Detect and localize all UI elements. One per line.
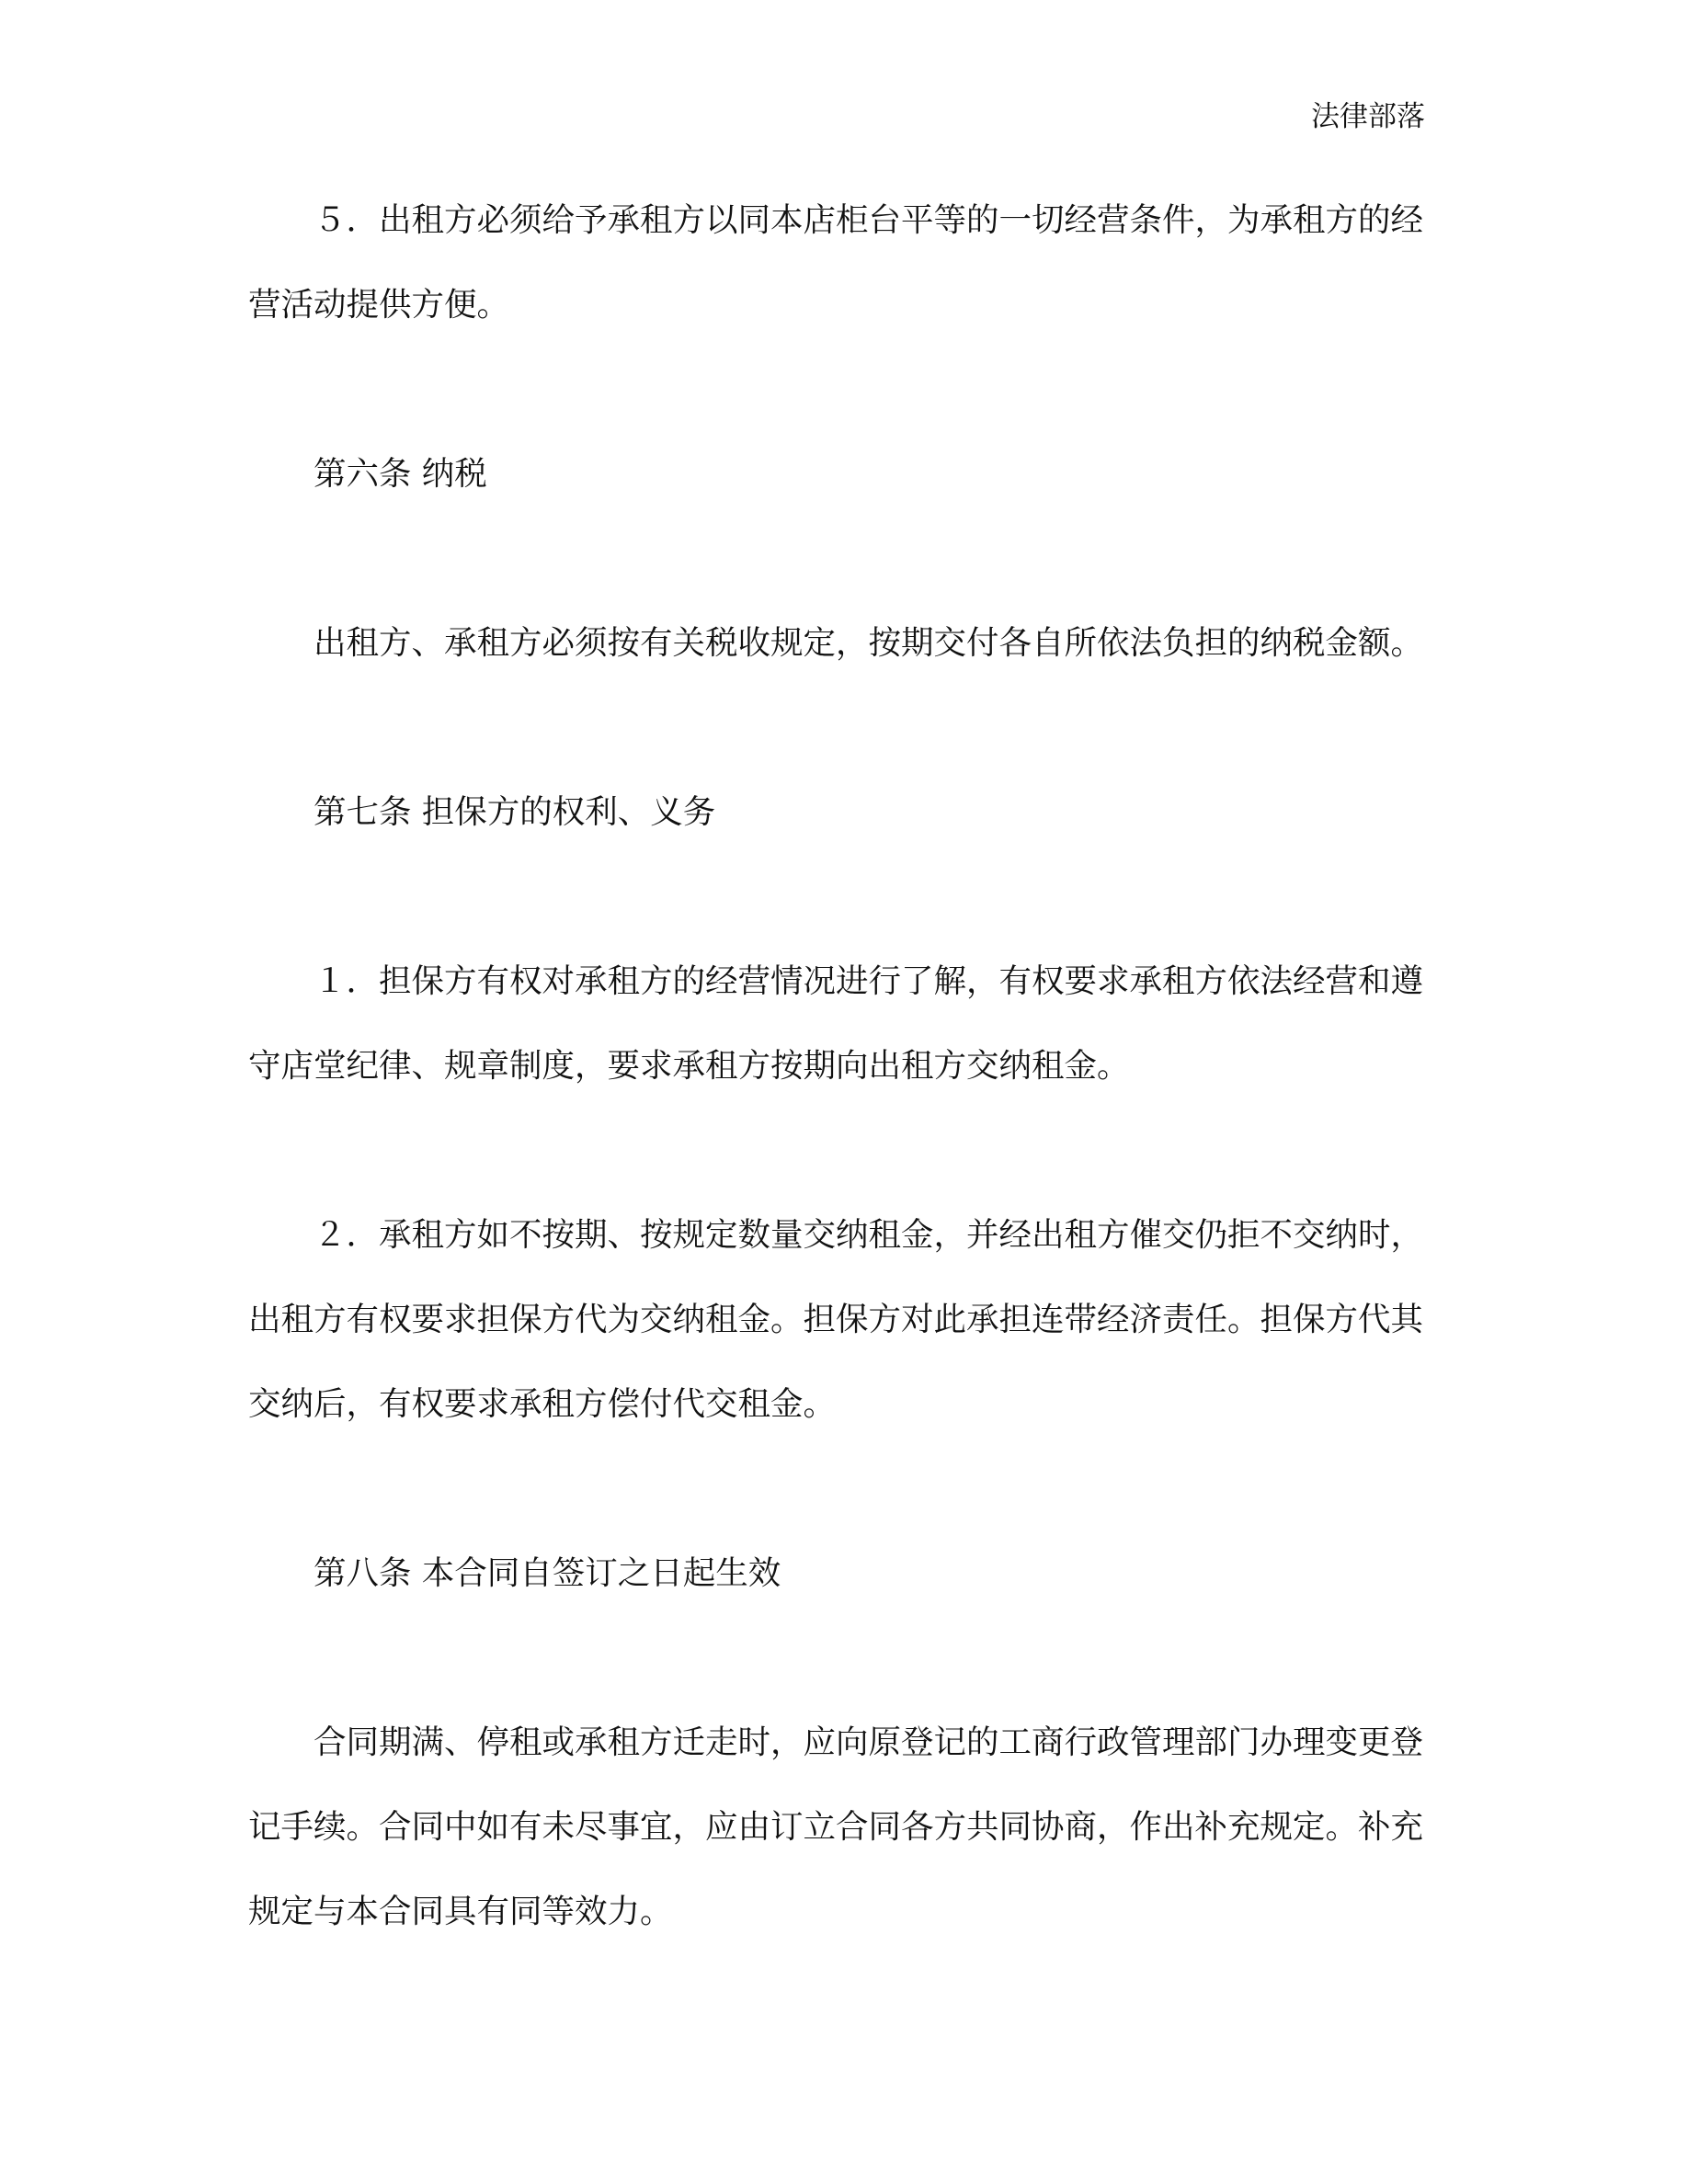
paragraph-line: 守店堂纪律、规章制度，要求承租方按期向出租方交纳租金。	[248, 1047, 1130, 1085]
section-heading-article-6	[248, 432, 1434, 517]
section-heading: 第八条 本合同自签订之日起生效	[314, 1554, 781, 1592]
section-heading: 第六条 纳税	[314, 455, 487, 493]
paragraph-tax	[248, 601, 1434, 686]
paragraph-line: ２．承租方如不按期、按规定数量交纳租金，并经出租方催交仍拒不交纳时，	[314, 1216, 1424, 1254]
paragraph-line: １．担保方有权对承租方的经营情况进行了解，有权要求承租方依法经营和遵	[314, 962, 1424, 1000]
paragraph-line: 规定与本合同具有同等效力。	[248, 1893, 673, 1930]
section-heading-article-8	[248, 1531, 1434, 1616]
paragraph-item-5	[248, 178, 1434, 347]
document-body	[248, 178, 1434, 2039]
paragraph-line: ５．出租方必须给予承租方以同本店柜台平等的一切经营条件，为承租方的经	[314, 201, 1424, 239]
paragraph-line: 出租方、承租方必须按有关税收规定，按期交付各自所依法负担的纳税金额。	[314, 624, 1424, 662]
paragraph-item-2	[248, 1193, 1434, 1447]
section-heading: 第七条 担保方的权利、义务	[314, 793, 716, 831]
paragraph-item-1	[248, 939, 1434, 1109]
paragraph-line: 出租方有权要求担保方代为交纳租金。担保方对此承担连带经济责任。担保方代其	[248, 1301, 1424, 1338]
paragraph-contract-expiry	[248, 1701, 1434, 1954]
paragraph-line: 交纳后，有权要求承租方偿付代交租金。	[248, 1385, 837, 1423]
page-header: 法律部落	[1311, 100, 1425, 133]
paragraph-line: 合同期满、停租或承租方迁走时，应向原登记的工商行政管理部门办理变更登	[314, 1723, 1424, 1761]
section-heading-article-7	[248, 770, 1434, 855]
paragraph-line: 记手续。合同中如有未尽事宜，应由订立合同各方共同协商，作出补充规定。补充	[248, 1808, 1424, 1846]
paragraph-line: 营活动提供方便。	[248, 286, 510, 324]
